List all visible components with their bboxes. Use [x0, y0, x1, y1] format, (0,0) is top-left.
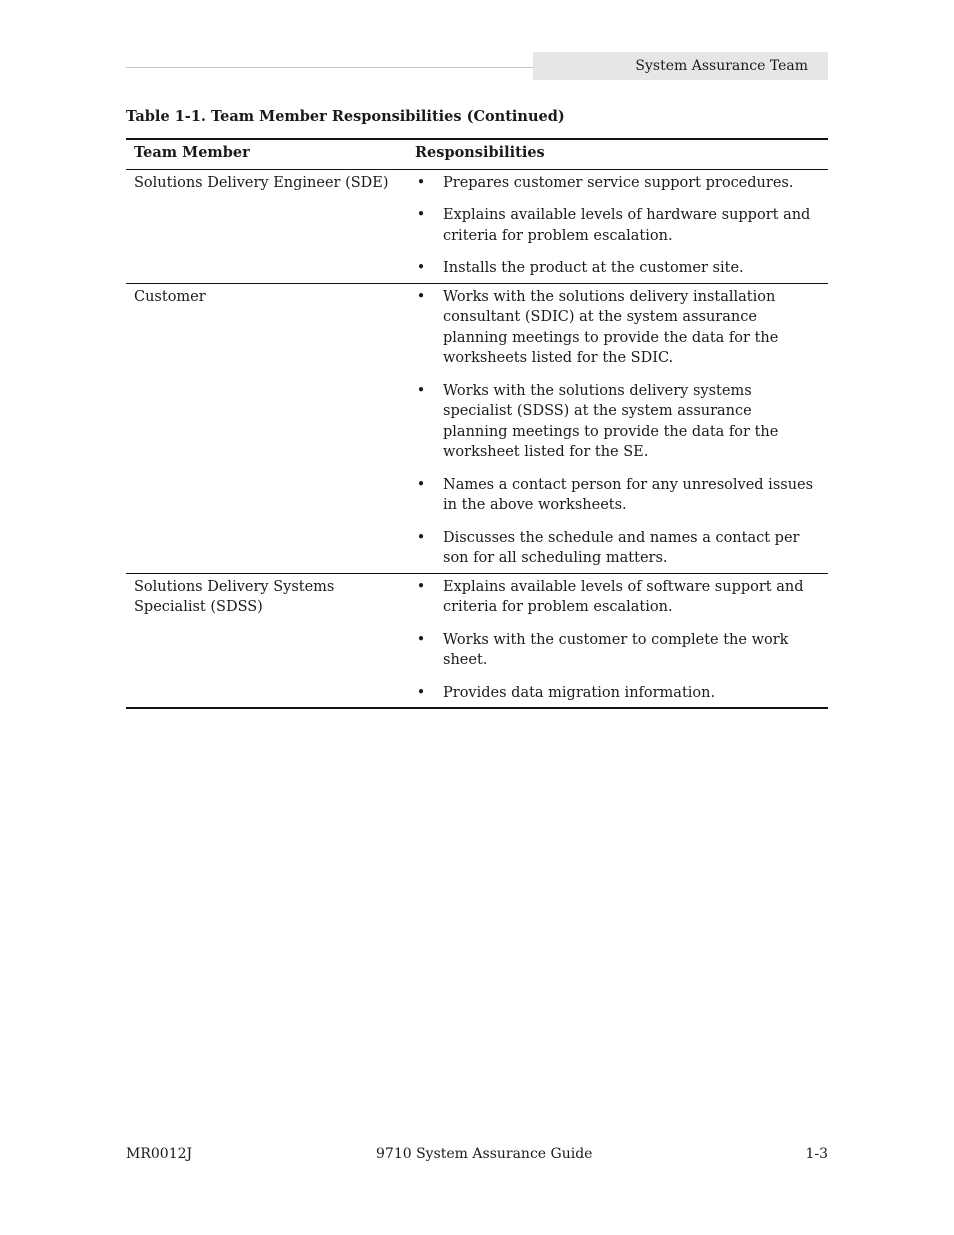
list-item-text: Works with the customer to complete the work sheet.: [443, 631, 789, 668]
list-item: [415, 683, 820, 704]
responsibilities-cell: [407, 169, 828, 283]
list-item-text: Provides data migration information.: [443, 684, 716, 701]
bullet-icon: •: [416, 684, 426, 701]
list-item-text: Discusses the schedule and names a contact per son for all scheduling matters.: [443, 529, 800, 566]
column-header-team-member: Team Member: [134, 144, 250, 161]
column-header-responsibilities: Responsibilities: [415, 144, 545, 161]
bullet-icon: •: [416, 631, 426, 648]
list-item-text: Works with the solutions delivery systems specialist (SDSS) at the system assurance planning meetings to provide the data for the worksheet listed for the SE.: [443, 382, 779, 460]
footer-doc-title: 9710 System Assurance Guide: [376, 1146, 593, 1162]
list-item: [415, 475, 820, 516]
list-item-text: Explains available levels of software support and criteria for problem escalation.: [443, 578, 804, 615]
footer-page-number: 1-3: [805, 1146, 828, 1162]
responsibilities-table: [126, 138, 828, 709]
bullet-icon: •: [416, 578, 426, 595]
footer-doc-number: MR0012J: [126, 1146, 193, 1162]
team-member-cell: Customer: [134, 288, 206, 305]
responsibility-list: [415, 577, 820, 704]
responsibilities-cell: [407, 283, 828, 573]
list-item: [415, 258, 820, 279]
list-item-text: Names a contact person for any unresolved issues in the above worksheets.: [443, 476, 814, 513]
bullet-icon: •: [416, 529, 426, 546]
responsibility-list: [415, 287, 820, 569]
responsibilities-cell: [407, 573, 828, 708]
team-member-cell: Solutions Delivery Systems Specialist (SDSS): [134, 578, 335, 615]
table-caption: Table 1-1. Team Member Responsibilities (Continued): [126, 108, 565, 125]
list-item: [415, 205, 820, 246]
list-item: [415, 381, 820, 463]
list-item: [415, 577, 820, 618]
header-rule: [126, 67, 533, 68]
bullet-icon: •: [416, 382, 426, 399]
bullet-icon: •: [416, 476, 426, 493]
list-item: [415, 528, 820, 569]
list-item-text: Works with the solutions delivery installation consultant (SDIC) at the system assurance planning meetings to provide the data for the worksheets listed for the SDIC.: [443, 288, 779, 366]
bullet-icon: •: [416, 288, 426, 305]
list-item-text: Installs the product at the customer site.: [443, 260, 744, 276]
team-member-cell: Solutions Delivery Engineer (SDE): [134, 174, 389, 191]
list-item: [415, 630, 820, 671]
bullet-icon: •: [416, 207, 426, 223]
list-item-text: Prepares customer service support procedures.: [443, 174, 794, 191]
section-title: System Assurance Team: [533, 52, 828, 80]
bullet-icon: •: [416, 174, 426, 191]
table-row: [126, 283, 828, 573]
table-header-row: [126, 139, 828, 169]
list-item: [415, 173, 820, 194]
list-item-text: Explains available levels of hardware support and criteria for problem escalation.: [443, 207, 811, 244]
table-row: [126, 169, 828, 283]
table-row: [126, 573, 828, 708]
bullet-icon: •: [416, 260, 426, 276]
list-item: [415, 287, 820, 369]
responsibility-list: [415, 173, 820, 279]
